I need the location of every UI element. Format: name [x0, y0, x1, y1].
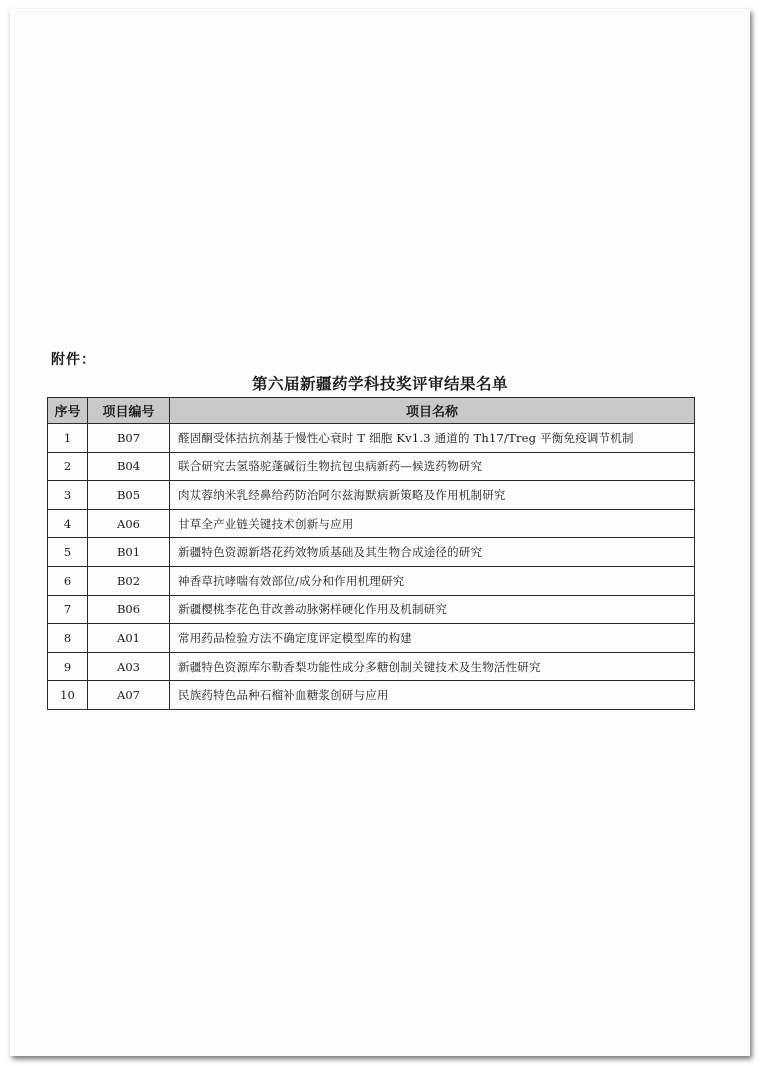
cell-project-name: 新疆特色资源库尔勒香梨功能性成分多糖创制关键技术及生物活性研究: [170, 652, 695, 681]
cell-project-name: 常用药品检验方法不确定度评定模型库的构建: [170, 624, 695, 653]
cell-project-name: 新疆樱桃李花色苷改善动脉粥样硬化作用及机制研究: [170, 595, 695, 624]
table-row: [48, 481, 695, 510]
cell-serial-number: 7: [48, 595, 88, 624]
table-row: [48, 538, 695, 567]
cell-serial-number: 8: [48, 624, 88, 653]
table-row: [48, 566, 695, 595]
cell-serial-number: 1: [48, 424, 88, 453]
table-row: [48, 452, 695, 481]
table-header-row: [48, 398, 695, 424]
table-row: [48, 595, 695, 624]
document-title: 第六届新疆药学科技奖评审结果名单: [251, 374, 508, 393]
cell-project-name: 神香草抗哮喘有效部位/成分和作用机理研究: [170, 566, 695, 595]
table-row: [48, 424, 695, 453]
cell-project-code: A03: [88, 652, 170, 681]
cell-project-code: B05: [88, 481, 170, 510]
header-project-code: 项目编号: [88, 398, 170, 424]
results-table: [47, 397, 695, 710]
cell-serial-number: 9: [48, 652, 88, 681]
header-project-name: 项目名称: [170, 398, 695, 424]
cell-serial-number: 3: [48, 481, 88, 510]
table-row: [48, 652, 695, 681]
header-serial-number: 序号: [48, 398, 88, 424]
cell-project-name: 醛固酮受体拮抗剂基于慢性心衰时 T 细胞 Kv1.3 通道的 Th17/Treg 平衡免疫调节机制: [170, 424, 695, 453]
attachment-label: 附件：: [51, 352, 96, 368]
cell-project-code: A06: [88, 509, 170, 538]
cell-project-name: 民族药特色品种石榴补血糖浆创研与应用: [170, 681, 695, 710]
cell-project-code: B04: [88, 452, 170, 481]
cell-project-code: A01: [88, 624, 170, 653]
table-row: [48, 624, 695, 653]
cell-project-code: B06: [88, 595, 170, 624]
cell-serial-number: 6: [48, 566, 88, 595]
cell-project-name: 甘草全产业链关键技术创新与应用: [170, 509, 695, 538]
table-row: [48, 681, 695, 710]
cell-project-code: B07: [88, 424, 170, 453]
document-page: [10, 9, 750, 1056]
cell-project-code: B02: [88, 566, 170, 595]
cell-serial-number: 10: [48, 681, 88, 710]
table-row: [48, 509, 695, 538]
cell-project-name: 肉苁蓉纳米乳经鼻给药防治阿尔兹海默病新策略及作用机制研究: [170, 481, 695, 510]
cell-project-code: B01: [88, 538, 170, 567]
cell-serial-number: 4: [48, 509, 88, 538]
cell-project-name: 联合研究去氢骆驼蓬碱衍生物抗包虫病新药—候选药物研究: [170, 452, 695, 481]
cell-serial-number: 2: [48, 452, 88, 481]
cell-project-code: A07: [88, 681, 170, 710]
cell-project-name: 新疆特色资源新塔花药效物质基础及其生物合成途径的研究: [170, 538, 695, 567]
cell-serial-number: 5: [48, 538, 88, 567]
